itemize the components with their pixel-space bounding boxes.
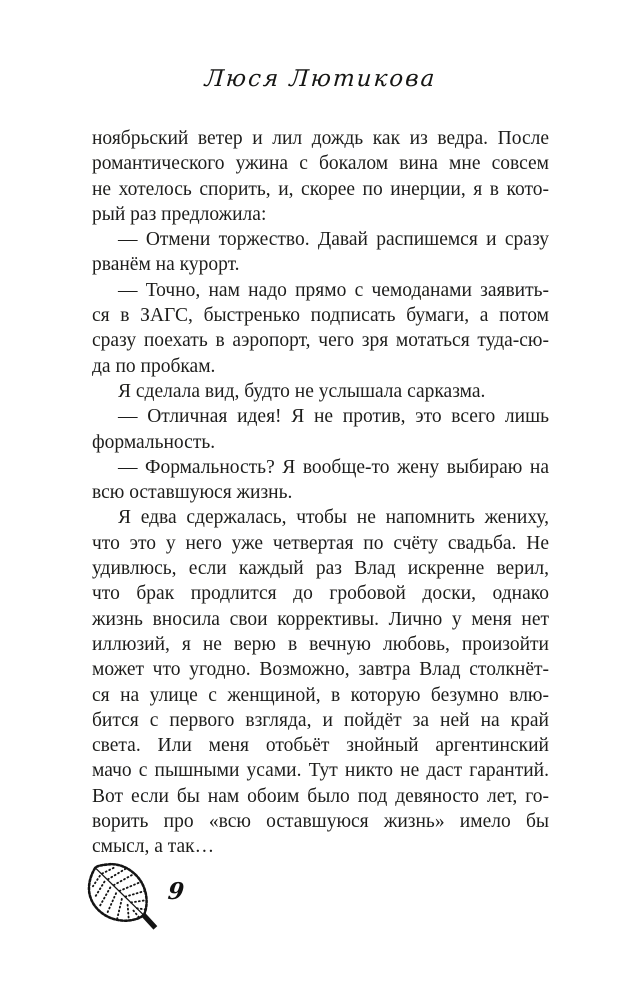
text-line: Я сделала вид, будто не услышала сарказма.	[118, 380, 486, 402]
text-line: удивлюсь, если каждый раз Влад искренне верил,	[92, 558, 549, 580]
text-line: — Отличная идея! Я не против, это всего лишь	[118, 406, 549, 428]
author-running-head: Люся Лютикова	[203, 66, 438, 92]
text-line: ворить про «всю оставшуюся жизнь» имело бы	[92, 811, 549, 833]
text-line: что это у него уже четвертая по счёту свадьба. Не	[92, 532, 549, 554]
text-line: что брак продлится до гробовой доски, однако	[92, 583, 549, 605]
text-line: мачо с пышными усами. Тут никто не даст гарантий.	[92, 760, 549, 782]
text-line: романтического ужина с бокалом вина мне совсем	[92, 153, 549, 175]
text-line: ноябрьский ветер и лил дождь как из ведра. После	[92, 128, 549, 149]
leaf-icon	[86, 858, 160, 940]
text-line: да по пробкам.	[92, 355, 216, 377]
text-line: света. Или меня отобьёт знойный аргентинский	[92, 735, 549, 757]
text-line: ся в ЗАГС, быстренько подписать бумаги, а потом	[92, 305, 549, 327]
text-line: всю оставшуюся жизнь.	[92, 482, 293, 504]
text-line: смысл, а так…	[92, 836, 215, 858]
text-line: жизнь вносила свои коррективы. Лично у меня нет	[92, 608, 549, 630]
page-number: 9	[166, 878, 186, 905]
text-line: сразу поехать в аэропорт, чего зря мотаться туда-сю-	[92, 330, 549, 352]
text-line: — Точно, нам надо прямо с чемоданами заявить-	[118, 279, 549, 301]
text-line: иллюзий, я не верю в вечную любовь, произойти	[92, 633, 549, 655]
text-line: бится с первого взгляда, и пойдёт за ней на край	[92, 709, 549, 731]
text-line: — Формальность? Я вообще-то жену выбираю на	[118, 456, 549, 478]
body-text	[92, 126, 549, 860]
text-line: — Отмени торжество. Давай распишемся и сразу	[118, 229, 549, 251]
text-line: формальность.	[92, 431, 216, 453]
text-line: рванём на курорт.	[92, 254, 240, 276]
text-line: Я едва сдержалась, чтобы не напомнить жениху,	[118, 507, 549, 529]
text-line: ся на улице с женщиной, в которую безумно влю-	[92, 684, 549, 706]
page-footer	[0, 850, 619, 960]
text-line: не хотелось спорить, и, скорее по инерции, я в кото-	[92, 178, 549, 200]
text-line: может что угодно. Возможно, завтра Влад столкнёт-	[92, 659, 549, 681]
text-line: Вот если бы нам обоим было под девяносто лет, го-	[92, 785, 549, 807]
text-line: рый раз предложила:	[92, 203, 267, 225]
